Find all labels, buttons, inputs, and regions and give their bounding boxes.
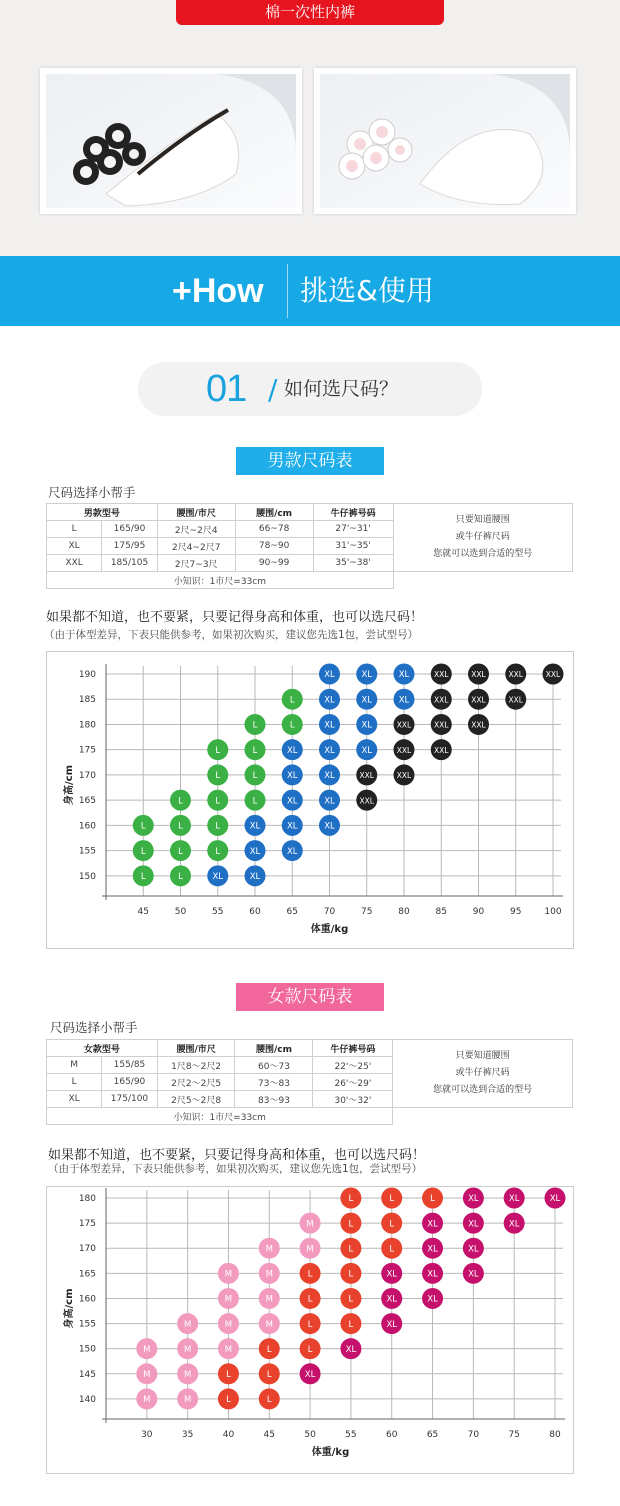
size-marker-label: L xyxy=(307,1319,313,1330)
size-marker-label: XL xyxy=(508,1194,520,1205)
men-cell: 2尺7~3尺 xyxy=(157,555,235,572)
size-marker-label: XL xyxy=(386,1269,398,1280)
women-cell: 73～83 xyxy=(235,1074,313,1091)
y-axis-label: 身高/cm xyxy=(64,1288,75,1329)
y-tick-label: 145 xyxy=(78,1369,96,1380)
men-cell: 66~78 xyxy=(235,521,313,538)
size-marker-label: L xyxy=(307,1344,313,1355)
size-marker-label: XL xyxy=(468,1219,479,1230)
size-marker-label: M xyxy=(143,1369,151,1380)
men-cell: 78~90 xyxy=(235,538,313,555)
women-cell: 175/100 xyxy=(102,1091,158,1108)
how-subtitle: 挑选&使用 xyxy=(300,274,434,307)
size-marker-label: L xyxy=(215,821,221,832)
x-tick-label: 55 xyxy=(212,907,224,917)
size-marker-label: XXL xyxy=(434,695,449,705)
women-tip-3: 您就可以选到合适的型号 xyxy=(433,1085,533,1095)
men-cell: XL xyxy=(47,538,102,555)
size-marker-label: XL xyxy=(427,1244,438,1255)
men-header-model: 男款型号 xyxy=(47,504,158,521)
size-marker-label: XL xyxy=(286,821,298,832)
men-cell: 165/90 xyxy=(102,521,158,538)
y-tick-label: 190 xyxy=(78,670,96,680)
size-marker-label: L xyxy=(430,1194,435,1205)
size-marker-label: XL xyxy=(468,1244,479,1255)
size-marker-label: L xyxy=(348,1244,354,1255)
size-marker-label: XL xyxy=(324,771,335,782)
x-tick-label: 60 xyxy=(386,1430,398,1440)
men-footnote: 小知识：1市尺=33cm xyxy=(47,572,394,589)
x-tick-label: 80 xyxy=(398,907,410,917)
women-tips xyxy=(393,1040,573,1108)
men-cell: 2尺~2尺4 xyxy=(157,521,235,538)
women-header-waist-shichi: 腰围/市尺 xyxy=(157,1040,235,1057)
x-tick-label: 55 xyxy=(345,1430,357,1440)
y-tick-label: 150 xyxy=(78,871,96,882)
size-marker-label: XL xyxy=(304,1369,316,1380)
size-marker-label: L xyxy=(307,1269,313,1280)
size-marker-label: XXL xyxy=(396,720,412,730)
size-marker-label: XL xyxy=(286,796,298,807)
size-marker-label: L xyxy=(348,1319,354,1330)
how-divider xyxy=(287,264,288,318)
size-marker-label: XL xyxy=(361,745,373,756)
women-helper-title: 尺码选择小帮手 xyxy=(50,1020,138,1035)
y-tick-label: 185 xyxy=(78,695,96,706)
women-cell: 2尺5～2尺8 xyxy=(157,1091,235,1108)
women-cell: XL xyxy=(47,1091,102,1108)
men-tip-1: 只要知道腰围 xyxy=(455,515,510,525)
size-marker-label: L xyxy=(215,745,221,756)
size-marker-label: L xyxy=(348,1294,354,1305)
x-tick-label: 65 xyxy=(426,1430,439,1440)
size-marker-label: XXL xyxy=(508,670,523,680)
x-tick-label: 95 xyxy=(510,907,522,917)
size-marker-label: XL xyxy=(324,745,335,756)
size-marker-label: L xyxy=(178,846,183,857)
size-marker-label: L xyxy=(389,1244,395,1255)
y-tick-label: 170 xyxy=(78,1244,96,1255)
size-marker-label: XXL xyxy=(396,771,412,781)
x-tick-label: 80 xyxy=(549,1430,561,1440)
size-marker-label: XL xyxy=(249,821,261,832)
size-marker-label: XXL xyxy=(508,695,523,705)
size-marker-label: XL xyxy=(286,771,298,782)
size-marker-label: M xyxy=(224,1319,233,1330)
y-tick-label: 170 xyxy=(78,770,96,781)
size-marker-label: M xyxy=(265,1244,273,1255)
x-tick-label: 85 xyxy=(435,907,447,917)
size-marker-label: XXL xyxy=(545,670,561,680)
size-marker-label: L xyxy=(252,771,258,782)
size-marker-label: XL xyxy=(324,720,335,731)
size-marker-label: M xyxy=(306,1244,314,1255)
size-marker-label: L xyxy=(178,872,183,883)
size-marker-label: L xyxy=(252,745,258,756)
size-marker-label: XXL xyxy=(434,745,449,755)
women-chart-box xyxy=(46,1186,574,1474)
x-tick-label: 75 xyxy=(508,1430,520,1440)
size-marker-label: L xyxy=(215,796,221,807)
men-cell: 35'~38' xyxy=(313,555,393,572)
x-tick-label: 65 xyxy=(286,907,298,917)
men-cell: 2尺4~2尺7 xyxy=(157,538,235,555)
women-header-jeans: 牛仔裤号码 xyxy=(313,1040,393,1057)
size-marker-label: L xyxy=(389,1219,395,1230)
men-chart-box xyxy=(46,651,574,949)
size-marker-label: XL xyxy=(249,872,261,883)
size-marker-label: XL xyxy=(286,846,298,857)
men-tip-2: 或牛仔裤尺码 xyxy=(455,532,510,542)
y-tick-label: 140 xyxy=(78,1394,96,1405)
how-band xyxy=(0,256,620,326)
women-cell: M xyxy=(47,1057,102,1074)
size-marker-label: XL xyxy=(468,1194,479,1205)
size-marker-label: M xyxy=(183,1344,192,1355)
men-tip-3: 您就可以选到合适的型号 xyxy=(433,549,533,559)
x-tick-label: 75 xyxy=(361,907,373,917)
men-advice-sub: （由于体型差异，下表只能供参考，如果初次购买，建议您先选1包，尝试型号） xyxy=(44,629,419,641)
size-marker-label: XL xyxy=(324,670,335,681)
x-tick-label: 70 xyxy=(467,1430,480,1440)
size-marker-label: XL xyxy=(345,1344,357,1355)
women-header-waist-cm: 腰围/cm xyxy=(235,1040,313,1057)
size-marker-label: XXL xyxy=(471,695,486,705)
y-tick-label: 165 xyxy=(78,1269,96,1280)
men-cell: 31'~35' xyxy=(313,538,393,555)
women-cell: 22'～25' xyxy=(313,1057,393,1074)
y-tick-label: 165 xyxy=(78,796,96,807)
size-marker-label: XL xyxy=(324,695,335,706)
size-marker-label: XXL xyxy=(359,771,374,781)
x-tick-label: 50 xyxy=(174,907,187,917)
y-tick-label: 175 xyxy=(78,1219,96,1230)
men-header-waist-cm: 腰围/cm xyxy=(235,504,313,521)
size-marker-label: XL xyxy=(212,872,224,883)
x-tick-label: 60 xyxy=(249,907,261,917)
men-cell: 185/105 xyxy=(102,555,158,572)
women-cell: 165/90 xyxy=(102,1074,158,1091)
y-tick-label: 175 xyxy=(78,745,96,756)
size-marker-label: XL xyxy=(427,1219,438,1230)
size-marker-label: XL xyxy=(249,846,261,857)
women-size-chart xyxy=(47,1187,573,1473)
size-marker-label: L xyxy=(140,872,146,883)
women-cell: 60～73 xyxy=(235,1057,313,1074)
size-marker-label: XXL xyxy=(471,670,486,680)
size-marker-label: L xyxy=(348,1269,354,1280)
step-slash: / xyxy=(268,373,278,406)
men-helper-title: 尺码选择小帮手 xyxy=(48,485,136,500)
size-marker-label: XL xyxy=(427,1269,438,1280)
women-size-table xyxy=(46,1039,573,1125)
men-cell: XXL xyxy=(47,555,102,572)
size-marker-label: M xyxy=(265,1319,273,1330)
y-tick-label: 150 xyxy=(78,1344,96,1355)
women-cell: 155/85 xyxy=(102,1057,158,1074)
x-tick-label: 35 xyxy=(181,1430,194,1440)
size-marker-label: XL xyxy=(361,695,373,706)
size-marker-label: L xyxy=(215,846,221,857)
size-marker-label: M xyxy=(183,1395,192,1406)
size-marker-label: XL xyxy=(398,670,410,681)
size-marker-label: XXL xyxy=(359,796,374,806)
size-marker-label: L xyxy=(389,1194,395,1205)
size-marker-label: XL xyxy=(398,695,410,706)
size-marker-label: L xyxy=(266,1395,272,1406)
men-cell: L xyxy=(47,521,102,538)
size-marker-label: XXL xyxy=(471,720,486,730)
size-marker-label: M xyxy=(224,1269,233,1280)
size-marker-label: XL xyxy=(427,1294,438,1305)
size-marker-label: L xyxy=(226,1395,231,1406)
size-marker-label: M xyxy=(265,1294,273,1305)
product-photo-white xyxy=(314,68,576,214)
women-cell: L xyxy=(47,1074,102,1091)
size-marker-label: M xyxy=(306,1219,314,1230)
size-marker-label: L xyxy=(348,1219,354,1230)
x-axis-label: 体重/kg xyxy=(311,1447,350,1458)
size-marker-label: L xyxy=(178,796,183,807)
size-marker-label: XL xyxy=(549,1194,561,1205)
x-tick-label: 40 xyxy=(222,1430,235,1440)
size-marker-label: XXL xyxy=(396,745,412,755)
x-tick-label: 70 xyxy=(323,907,336,917)
x-axis-label: 体重/kg xyxy=(310,924,349,935)
size-marker-label: XL xyxy=(468,1269,479,1280)
men-header-jeans: 牛仔裤号码 xyxy=(313,504,393,521)
size-marker-label: XL xyxy=(386,1319,398,1330)
step-title: 如何选尺码？ xyxy=(284,378,399,400)
men-cell: 90~99 xyxy=(235,555,313,572)
product-banner: 棉一次性内裤 xyxy=(176,0,444,25)
women-cell: 26'～29' xyxy=(313,1074,393,1091)
size-marker-label: L xyxy=(266,1369,272,1380)
size-marker-label: XL xyxy=(324,796,335,807)
size-marker-label: L xyxy=(289,720,295,731)
men-advice: 如果都不知道，也不要紧，只要记得身高和体重，也可以选尺码！ xyxy=(46,610,424,625)
size-marker-label: M xyxy=(143,1344,151,1355)
size-marker-label: M xyxy=(143,1395,151,1406)
men-header-waist-shichi: 腰围/市尺 xyxy=(157,504,235,521)
size-marker-label: L xyxy=(140,821,146,832)
size-marker-label: M xyxy=(183,1369,192,1380)
x-tick-label: 45 xyxy=(137,907,149,917)
size-marker-label: L xyxy=(307,1294,313,1305)
men-size-badge: 男款尺码表 xyxy=(236,447,384,475)
men-size-chart xyxy=(47,652,573,948)
y-tick-label: 180 xyxy=(78,1194,96,1204)
size-marker-label: M xyxy=(224,1344,233,1355)
women-cell: 1尺8～2尺2 xyxy=(157,1057,235,1074)
size-marker-label: XL xyxy=(386,1294,398,1305)
how-label: +How xyxy=(172,272,264,310)
size-marker-label: XL xyxy=(361,720,373,731)
product-photo-black xyxy=(40,68,302,214)
size-marker-label: M xyxy=(265,1269,273,1280)
women-cell: 2尺2～2尺5 xyxy=(157,1074,235,1091)
men-size-table xyxy=(46,503,573,589)
x-tick-label: 100 xyxy=(544,907,562,917)
step-number: 01 xyxy=(206,368,247,410)
size-marker-label: XL xyxy=(508,1219,520,1230)
women-cell: 30'～32' xyxy=(313,1091,393,1108)
women-footnote: 小知识：1市尺=33cm xyxy=(47,1108,393,1125)
size-marker-label: L xyxy=(215,771,221,782)
size-marker-label: XXL xyxy=(434,670,449,680)
women-advice: 如果都不知道，也不要紧，只要记得身高和体重，也可以选尺码！ xyxy=(48,1148,426,1163)
x-tick-label: 50 xyxy=(304,1430,316,1440)
size-marker-label: XL xyxy=(324,821,335,832)
size-marker-label: L xyxy=(252,720,258,731)
size-marker-label: M xyxy=(224,1294,233,1305)
men-cell: 27'~31' xyxy=(313,521,393,538)
size-marker-label: XL xyxy=(361,670,373,681)
size-marker-label: XXL xyxy=(434,720,449,730)
y-tick-label: 180 xyxy=(78,720,96,731)
size-marker-label: L xyxy=(266,1344,272,1355)
size-marker-label: L xyxy=(348,1194,354,1205)
step-pill xyxy=(138,362,482,416)
x-tick-label: 30 xyxy=(141,1430,153,1440)
men-cell: 175/95 xyxy=(102,538,158,555)
women-size-badge: 女款尺码表 xyxy=(236,983,384,1011)
y-tick-label: 155 xyxy=(78,1319,96,1330)
x-tick-label: 45 xyxy=(263,1430,275,1440)
women-header-model: 女款型号 xyxy=(47,1040,158,1057)
size-marker-label: XL xyxy=(286,745,298,756)
y-axis-label: 身高/cm xyxy=(64,765,75,805)
size-marker-label: L xyxy=(252,796,258,807)
x-tick-label: 90 xyxy=(472,907,485,917)
size-marker-label: L xyxy=(289,695,295,706)
men-tips xyxy=(393,504,572,572)
y-tick-label: 160 xyxy=(78,1294,96,1305)
size-marker-label: M xyxy=(183,1319,192,1330)
y-tick-label: 155 xyxy=(78,846,96,857)
women-tip-2: 或牛仔裤尺码 xyxy=(455,1068,510,1078)
women-cell: 83～93 xyxy=(235,1091,313,1108)
size-marker-label: L xyxy=(140,846,146,857)
y-tick-label: 160 xyxy=(78,821,96,832)
size-marker-label: L xyxy=(178,821,183,832)
women-tip-1: 只要知道腰围 xyxy=(455,1051,510,1061)
size-marker-label: L xyxy=(226,1369,231,1380)
women-advice-sub: （由于体型差异，下表只能供参考，如果初次购买，建议您先选1包，尝试型号） xyxy=(48,1163,423,1175)
